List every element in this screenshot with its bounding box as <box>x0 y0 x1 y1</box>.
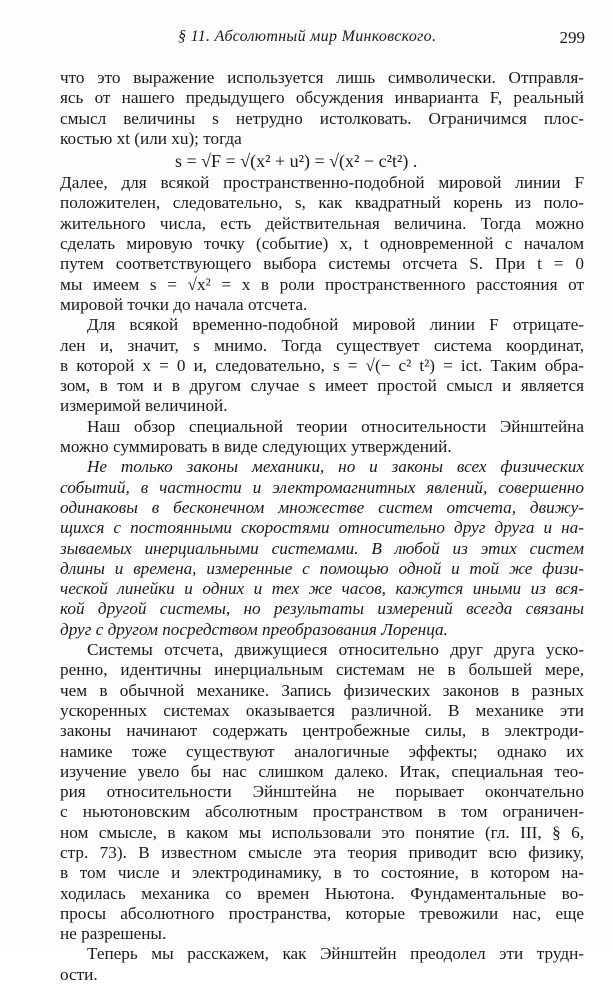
text-line: мы имеем s = √x² = x в роли пространственного расстояния от <box>60 274 584 294</box>
text-line: жительного числа, есть действительная величина. Тогда можно <box>60 213 584 233</box>
text-line: ускоренных системах оказывается различной. В механике эти <box>60 700 584 720</box>
text-line: ходилась механика со времен Ньютона. Фундаментальные во- <box>60 883 584 903</box>
text-line: измеримой величиной. <box>60 396 228 416</box>
text-line: ном смысле, в каком мы использовали это понятие (гл. III, § 6, <box>60 822 584 842</box>
text-line: ости. <box>60 964 98 984</box>
italic-text-line: Не только законы механики, но и законы всех физических <box>87 457 584 477</box>
text-line: Системы отсчета, движущиеся относительно друг друга уско- <box>87 640 584 660</box>
text-line: чем в обычной механике. Запись физических законов в разных <box>60 680 584 700</box>
text-line: изучение увело бы нас слишком далеко. Итак, специальная тео- <box>60 761 584 781</box>
text-line: рия относительности Эйнштейна не порывает окончательно <box>60 782 584 802</box>
italic-text-line: длины и времена, измеренные с помощью одной и той же физи- <box>60 558 584 578</box>
text-line: просы абсолютного пространства, которые тревожили нас, еще <box>60 903 584 923</box>
italic-text-line: кой другой системы, но результаты измерений всегда связаны <box>60 599 584 619</box>
page-number: 299 <box>559 28 585 47</box>
italic-text-line: друг с другом посредством преобразования Лоренца. <box>60 619 448 639</box>
italic-text-line: зываемых инерциальными системами. В любой из этих систем <box>60 538 584 558</box>
running-head: § 11. Абсолютный мир Минковского. <box>178 28 437 45</box>
text-line: ренно, идентичны инерциальным системам не в большей мере, <box>60 660 584 680</box>
text-line: мировой точки до начала отсчета. <box>60 294 308 314</box>
text-line: законы начинают содержать центробежные силы, в электроди- <box>60 721 584 741</box>
text-line: смысл величины s нетрудно истолковать. Ограничимся плос- <box>60 108 584 128</box>
text-line: положителен, следовательно, s, как квадратный корень из поло- <box>60 193 584 213</box>
text-line: Для всякой временно-подобной мировой линии F отрицате- <box>87 315 584 335</box>
text-line: в которой x = 0 и, следовательно, s = √(− c² t²) = ict. Таким обра- <box>60 355 584 375</box>
formula-line: s = √F = √(x² + u²) = √(x² − c²t²) . <box>175 151 418 172</box>
text-line: зом, в том и в другом случае s имеет простой смысл и является <box>60 376 584 396</box>
text-line: ясь от нашего предыдущего обсуждения инварианта F, реальный <box>60 88 584 108</box>
italic-text-line: событий, в частности и электромагнитных явлений, совершенно <box>60 477 584 497</box>
text-line: Далее, для всякой пространственно-подобной мировой линии F <box>60 173 584 193</box>
italic-text-line: одинаковы в бесконечном множестве систем отсчета, движу- <box>60 497 584 517</box>
text-line: намике тоже существуют аналогичные эффекты; однако их <box>60 741 584 761</box>
text-line: стр. 73). В известном смысле эта теория приводит всю физику, <box>60 842 584 862</box>
text-line: лен и, значит, s мнимо. Тогда существует система координат, <box>60 335 584 355</box>
text-line: с ньютоновским абсолютным пространством в том ограничен- <box>60 802 584 822</box>
text-line: можно суммировать в виде следующих утверждений. <box>60 437 452 457</box>
text-line: костью xt (или xu); тогда <box>60 128 242 148</box>
italic-text-line: ческой линейки и одних и тех же часов, кажутся иными из вся- <box>60 579 584 599</box>
text-line: Теперь мы расскажем, как Эйнштейн преодолел эти трудн- <box>87 944 584 964</box>
text-line: сделать мировую точку (событие) x, t одновременной с началом <box>60 234 584 254</box>
text-line: Наш обзор специальной теории относительности Эйнштейна <box>87 416 584 436</box>
text-line: путем соответствующего выбора системы отсчета S. При t = 0 <box>60 254 584 274</box>
text-line: не разрешены. <box>60 924 167 944</box>
body-text <box>60 68 584 985</box>
italic-text-line: щихся с постоянными скоростями относительно друг друга и на- <box>60 518 584 538</box>
text-line: в том числе и электродинамику, в то состояние, в котором на- <box>60 863 584 883</box>
text-line: что это выражение используется лишь символически. Отправля- <box>60 68 584 87</box>
